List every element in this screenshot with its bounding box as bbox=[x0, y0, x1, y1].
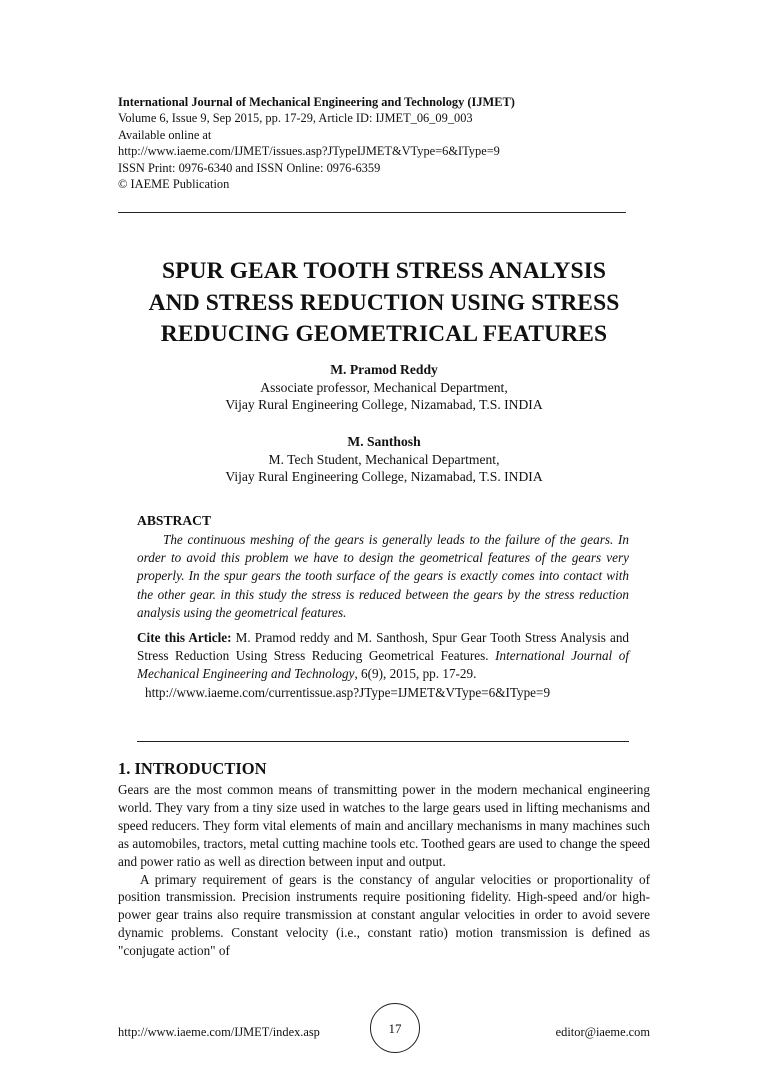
abstract-divider bbox=[137, 741, 629, 742]
abstract-heading: ABSTRACT bbox=[137, 513, 212, 528]
author-block bbox=[118, 433, 650, 486]
issue-url-link[interactable]: http://www.iaeme.com/IJMET/issues.asp?JTypeIJMET&VType=6&IType=9 bbox=[118, 144, 500, 159]
cite-label: Cite this Article: bbox=[137, 630, 232, 646]
footer-url-link[interactable]: http://www.iaeme.com/IJMET/index.asp bbox=[118, 1025, 320, 1039]
author-role: Associate professor, Mechanical Department, bbox=[260, 379, 508, 395]
title-line-2: AND STRESS REDUCTION USING STRESS bbox=[148, 289, 620, 316]
citation-block bbox=[137, 629, 629, 702]
author-affiliation: Vijay Rural Engineering College, Nizamabad, T.S. INDIA bbox=[225, 397, 543, 412]
cite-details: , 6(9), 2015, pp. 17-29. bbox=[354, 666, 477, 682]
publisher-line: © IAEME Publication bbox=[118, 177, 230, 192]
issn-line: ISSN Print: 0976-6340 and ISSN Online: 0976-6359 bbox=[118, 160, 381, 175]
cite-text: M. Pramod reddy and M. Santhosh, Spur Gear Tooth Stress Analysis and Stress Reduction Using Stress Reducing Geometrical Features. bbox=[137, 630, 630, 664]
header-divider bbox=[118, 212, 626, 213]
journal-header bbox=[118, 94, 658, 192]
author-name: M. Pramod Reddy bbox=[330, 362, 438, 377]
paragraph: Gears are the most common means of transmitting power in the modern mechanical engineering world. They vary from a tiny size used in watches to the large gears used in lifting mechanisms and speed reducers. They form vital elements of main and ancillary mechanisms in many machines such as automobiles, tractors, metal cutting machine tools etc. Toothed gears are used to change the speed and power ratio as well as direction between input and output. bbox=[118, 782, 650, 869]
available-online: Available online at bbox=[118, 127, 212, 142]
title-line-3: REDUCING GEOMETRICAL FEATURES bbox=[160, 321, 608, 347]
footer-email-link[interactable]: editor@iaeme.com bbox=[555, 1025, 650, 1039]
introduction-body bbox=[118, 781, 650, 960]
abstract-section bbox=[137, 512, 629, 702]
section-heading-introduction: 1. INTRODUCTION bbox=[118, 759, 267, 778]
journal-name: International Journal of Mechanical Engineering and Technology (IJMET) bbox=[118, 95, 515, 109]
cite-url-link[interactable]: http://www.iaeme.com/currentissue.asp?JType=IJMET&VType=6&IType=9 bbox=[145, 684, 551, 700]
author-role: M. Tech Student, Mechanical Department, bbox=[268, 451, 500, 467]
title-line-1: SPUR GEAR TOOTH STRESS ANALYSIS bbox=[161, 258, 607, 284]
author-name: M. Santhosh bbox=[347, 434, 421, 449]
paper-title bbox=[110, 256, 658, 351]
author-block bbox=[118, 361, 650, 414]
abstract-text: The continuous meshing of the gears is generally leads to the failure of the gears. In order to avoid this problem we have to design the geometrical features of the gears very properly. In the spur gears the tooth surface of the gears is exactly comes into contact with the other gear. in this study the stress is reduced between the gears by the stress reduction analysis using the geometrical features. bbox=[137, 532, 629, 620]
paragraph: A primary requirement of gears is the constancy of angular velocities or proportionality of position transmission. Precision instruments require positioning fidelity. High-speed and/or high-power gear trains also require transmission at constant angular velocities in order to avoid severe dynamic problems. Constant velocity (i.e., constant ratio) motion transmission is defined as "conjugate action" of bbox=[118, 871, 650, 959]
cite-journal: International Journal of Mechanical Engineering and Technology bbox=[137, 648, 629, 682]
author-affiliation: Vijay Rural Engineering College, Nizamabad, T.S. INDIA bbox=[225, 469, 543, 484]
volume-line: Volume 6, Issue 9, Sep 2015, pp. 17-29, Article ID: IJMET_06_09_003 bbox=[118, 111, 473, 126]
page-number: 17 bbox=[370, 1003, 420, 1053]
